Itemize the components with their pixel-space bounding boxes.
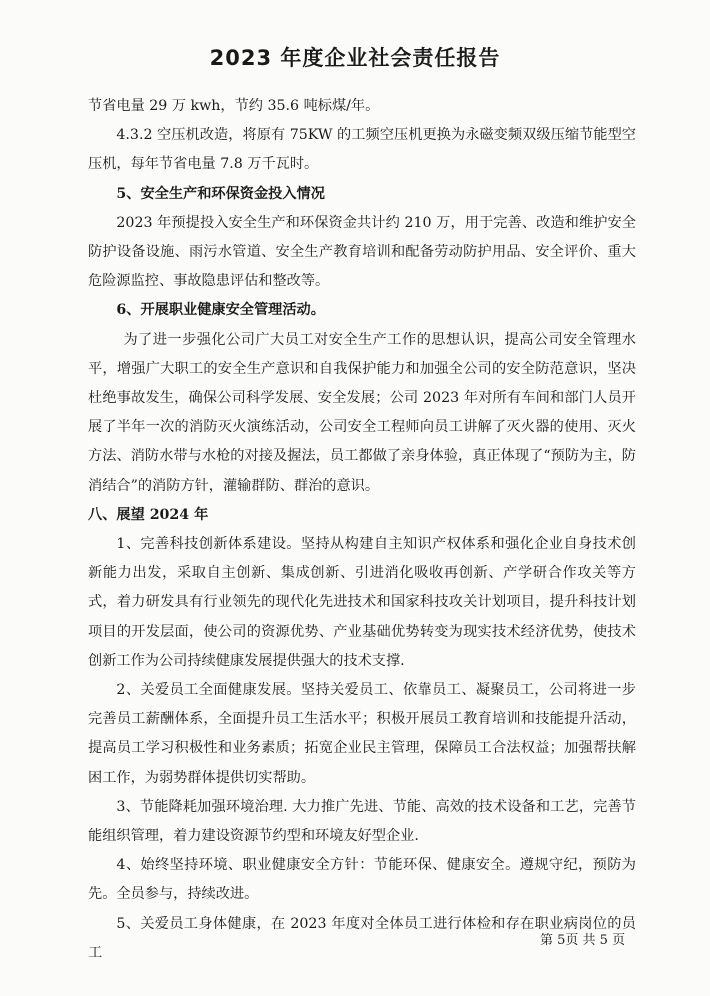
paragraph-employee-care: 2、关爱员工全面健康发展。坚持关爱员工、依靠员工、凝聚员工，公司将进一步完善员工薪酬体系，全面提升员工生活水平；积极开展员工教育培训和技能提升活动，提高员工学习积极性和业务素质；拓宽企业民主管理，保障员工合法权益；加强帮扶解困工作，为弱势群体提供切实帮助。 [88, 682, 636, 786]
paragraph-occupational-health: 为了进一步强化公司广大员工对安全生产工作的思想认识，提高公司安全管理水平，增强广大职工的安全生产意识和自我保护能力和加强全公司的安全防范意识，坚决杜绝事故发生，确保公司科学发展、安全发展；公司 2023 年对所有车间和部门人员开展了半年一次的消防灭火演练活动，公司安全工程师向员工讲解了灭火器的使用、灭火方法、消防水带与水枪的对接及握法，员工都做了亲身体验，真正体现了“预防为主，防消结合”的消防方针，灌输群防、群治的意识。 [88, 331, 636, 494]
paragraph-energy-savings: 节省电量 29 万 kwh，节约 35.6 吨标煤/年。 [88, 98, 380, 114]
paragraph-air-compressor: 4.3.2 空压机改造，将原有 75KW 的工频空压机更换为永磁变频双级压缩节能型空压机，每年节省电量 7.8 万千瓦时。 [88, 127, 636, 173]
paragraph-safety-policy: 4、始终坚持环境、职业健康安全方针：节能环保、健康安全。遵规守纪，预防为先。全员参与，持续改进。 [88, 857, 636, 903]
paragraph-employee-health: 5、关爱员工身体健康，在 2023 年度对全体员工进行体检和存在职业病岗位的员工 [88, 915, 636, 961]
heading-occupational-health: 6、开展职业健康安全管理活动。 [116, 302, 325, 319]
report-body [88, 92, 636, 968]
heading-outlook-2024: 八、展望 2024 年 [88, 506, 209, 523]
paragraph-safety-funding: 2023 年预提投入安全生产和环保资金共计约 210 万，用于完善、改造和维护安全防护设备设施、雨污水管道、安全生产教育培训和配备劳动防护用品、安全评价、重大危险源监控、事故隐患评估和整改等。 [88, 214, 636, 290]
report-title: 2023 年度企业社会责任报告 [209, 46, 501, 70]
paragraph-tech-innovation: 1、完善科技创新体系建设。坚持从构建自主知识产权体系和强化企业自身技术创新能力出发，采取自主创新、集成创新、引进消化吸收再创新、产学研合作攻关等方式，着力研发具有行业领先的现代化先进技术和国家科技攻关计划项目，提升科技计划项目的开发层面，使公司的资源优势、产业基础优势转变为现实技术经济优势，使技术创新工作为公司持续健康发展提供强大的技术支撑. [88, 536, 636, 669]
heading-safety-funding: 5、安全生产和环保资金投入情况 [116, 185, 325, 202]
page-number: 第 5页 共 5 页 [540, 933, 626, 948]
paragraph-energy-environment: 3、节能降耗加强环境治理. 大力推广先进、节能、高效的技术设备和工艺，完善节能组织管理，着力建设资源节约型和环境友好型企业. [88, 798, 636, 845]
